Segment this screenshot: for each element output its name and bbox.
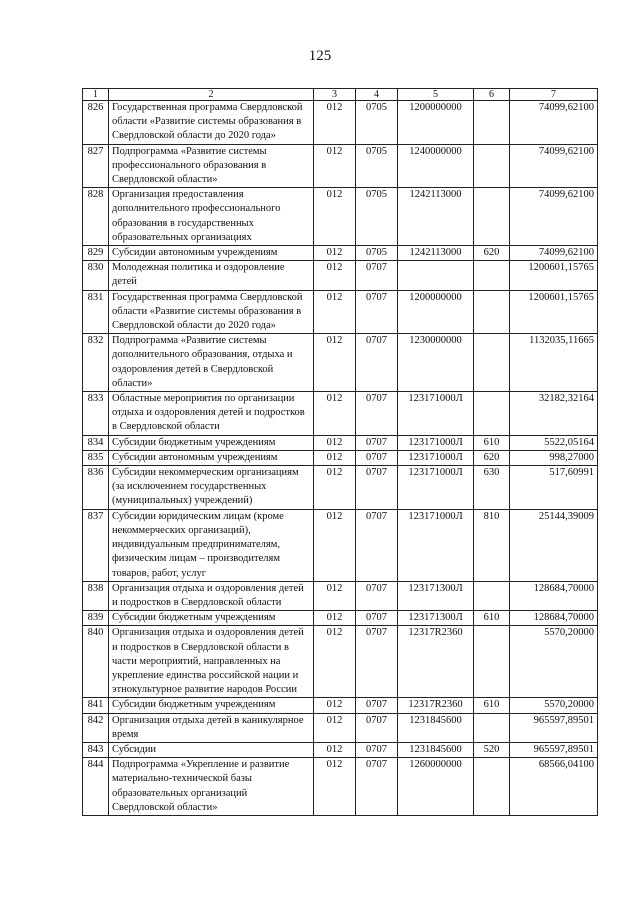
row-name: Организация отдыха и оздоровления детей и подростков в Свердловской области: [109, 581, 314, 610]
row-target-code: 1231845600: [398, 713, 474, 742]
table-row: [83, 758, 598, 816]
row-name: Организация отдыха и оздоровления детей и подростков в Свердловской области в части мероприятий, направленных на укрепление единства российской нации и этнокультурное развитие народов России: [109, 626, 314, 698]
row-grbs-code: 012: [314, 742, 356, 757]
row-target-code: 1200000000: [398, 101, 474, 145]
row-name: Субсидии бюджетным учреждениям: [109, 611, 314, 626]
row-section-code: 0705: [356, 188, 398, 246]
row-number: 836: [83, 466, 109, 510]
row-grbs-code: 012: [314, 611, 356, 626]
table-row: [83, 290, 598, 334]
row-sum: 1132035,11665: [510, 334, 598, 392]
row-expense-type: 610: [474, 435, 510, 450]
row-target-code: 12317R2360: [398, 626, 474, 698]
row-name: Субсидии автономным учреждениям: [109, 246, 314, 261]
row-target-code: 123171000Л: [398, 435, 474, 450]
row-section-code: 0707: [356, 466, 398, 510]
row-name: Подпрограмма «Укрепление и развитие материально-технической базы образовательных организаций Свердловской области»: [109, 758, 314, 816]
row-section-code: 0707: [356, 742, 398, 757]
table-row: [83, 713, 598, 742]
row-sum: 517,60991: [510, 466, 598, 510]
row-name: Областные мероприятия по организации отдыха и оздоровления детей и подростков в Свердловской области: [109, 392, 314, 436]
row-sum: 5570,20000: [510, 626, 598, 698]
row-expense-type: 630: [474, 466, 510, 510]
table-row: [83, 626, 598, 698]
row-expense-type: [474, 261, 510, 290]
row-name: Молодежная политика и оздоровление детей: [109, 261, 314, 290]
row-section-code: 0707: [356, 392, 398, 436]
col-header-grbs: 3: [314, 89, 356, 101]
row-number: 838: [83, 581, 109, 610]
table-row: [83, 509, 598, 581]
row-sum: 965597,89501: [510, 713, 598, 742]
row-target-code: 1242113000: [398, 246, 474, 261]
table-row: [83, 392, 598, 436]
row-grbs-code: 012: [314, 261, 356, 290]
row-number: 837: [83, 509, 109, 581]
row-section-code: 0707: [356, 435, 398, 450]
row-expense-type: [474, 581, 510, 610]
row-number: 840: [83, 626, 109, 698]
page-number: 125: [308, 48, 332, 64]
row-target-code: 1200000000: [398, 290, 474, 334]
table-row: [83, 466, 598, 510]
table-row: [83, 581, 598, 610]
row-number: 831: [83, 290, 109, 334]
row-target-code: 123171000Л: [398, 466, 474, 510]
row-sum: 128684,70000: [510, 611, 598, 626]
row-grbs-code: 012: [314, 290, 356, 334]
row-grbs-code: 012: [314, 334, 356, 392]
row-expense-type: [474, 144, 510, 188]
row-number: 832: [83, 334, 109, 392]
row-number: 835: [83, 450, 109, 465]
col-header-number: 1: [83, 89, 109, 101]
row-section-code: 0707: [356, 509, 398, 581]
table-row: [83, 261, 598, 290]
row-section-code: 0707: [356, 581, 398, 610]
row-name: Субсидии бюджетным учреждениям: [109, 698, 314, 713]
row-grbs-code: 012: [314, 450, 356, 465]
row-target-code: 123171300Л: [398, 581, 474, 610]
row-sum: 74099,62100: [510, 246, 598, 261]
row-sum: 128684,70000: [510, 581, 598, 610]
table-row: [83, 246, 598, 261]
row-grbs-code: 012: [314, 392, 356, 436]
row-sum: 998,27000: [510, 450, 598, 465]
row-expense-type: 610: [474, 698, 510, 713]
row-expense-type: 810: [474, 509, 510, 581]
row-sum: 68566,04100: [510, 758, 598, 816]
row-target-code: 1260000000: [398, 758, 474, 816]
row-expense-type: [474, 101, 510, 145]
budget-table: [82, 88, 598, 816]
row-grbs-code: 012: [314, 698, 356, 713]
row-target-code: 123171000Л: [398, 509, 474, 581]
row-number: 827: [83, 144, 109, 188]
row-sum: 5570,20000: [510, 698, 598, 713]
row-expense-type: [474, 334, 510, 392]
row-section-code: 0705: [356, 246, 398, 261]
table-header: [83, 89, 598, 101]
row-section-code: 0705: [356, 101, 398, 145]
row-expense-type: 610: [474, 611, 510, 626]
table-row: [83, 450, 598, 465]
table-row: [83, 144, 598, 188]
table-row: [83, 101, 598, 145]
row-grbs-code: 012: [314, 435, 356, 450]
row-sum: 74099,62100: [510, 188, 598, 246]
table-row: [83, 435, 598, 450]
row-number: 833: [83, 392, 109, 436]
table-row: [83, 188, 598, 246]
row-number: 842: [83, 713, 109, 742]
row-target-code: 123171000Л: [398, 450, 474, 465]
row-section-code: 0707: [356, 450, 398, 465]
row-grbs-code: 012: [314, 144, 356, 188]
row-grbs-code: 012: [314, 581, 356, 610]
row-number: 828: [83, 188, 109, 246]
row-section-code: 0707: [356, 698, 398, 713]
row-number: 843: [83, 742, 109, 757]
row-target-code: 123171300Л: [398, 611, 474, 626]
row-name: Субсидии автономным учреждениям: [109, 450, 314, 465]
table-row: [83, 611, 598, 626]
table-row: [83, 742, 598, 757]
row-section-code: 0707: [356, 290, 398, 334]
header-row: [83, 89, 598, 101]
row-target-code: 1230000000: [398, 334, 474, 392]
row-section-code: 0707: [356, 713, 398, 742]
table-row: [83, 334, 598, 392]
row-grbs-code: 012: [314, 246, 356, 261]
row-section-code: 0705: [356, 144, 398, 188]
row-name: Организация отдыха детей в каникулярное время: [109, 713, 314, 742]
row-expense-type: [474, 713, 510, 742]
row-grbs-code: 012: [314, 101, 356, 145]
row-section-code: 0707: [356, 611, 398, 626]
row-expense-type: [474, 392, 510, 436]
row-name: Субсидии юридическим лицам (кроме некоммерческих организаций), индивидуальным предпринимателям, физическим лицам – производителям товаров, работ, услуг: [109, 509, 314, 581]
row-name: Подпрограмма «Развитие системы профессионального образования в Свердловской области»: [109, 144, 314, 188]
col-header-expense-type: 6: [474, 89, 510, 101]
col-header-section: 4: [356, 89, 398, 101]
row-sum: 1200601,15765: [510, 261, 598, 290]
row-name: Субсидии: [109, 742, 314, 757]
row-name: Организация предоставления дополнительного профессионального образования в государственных образовательных организациях: [109, 188, 314, 246]
row-grbs-code: 012: [314, 758, 356, 816]
row-number: 829: [83, 246, 109, 261]
row-grbs-code: 012: [314, 713, 356, 742]
row-target-code: 12317R2360: [398, 698, 474, 713]
row-expense-type: [474, 290, 510, 334]
row-sum: 32182,32164: [510, 392, 598, 436]
row-expense-type: 620: [474, 246, 510, 261]
row-sum: 25144,39009: [510, 509, 598, 581]
row-target-code: 123171000Л: [398, 392, 474, 436]
table-body: [83, 101, 598, 816]
row-sum: 5522,05164: [510, 435, 598, 450]
row-name: Государственная программа Свердловской области «Развитие системы образования в Свердловской области до 2020 года»: [109, 101, 314, 145]
row-grbs-code: 012: [314, 188, 356, 246]
row-number: 839: [83, 611, 109, 626]
row-grbs-code: 012: [314, 466, 356, 510]
row-section-code: 0707: [356, 626, 398, 698]
row-name: Субсидии бюджетным учреждениям: [109, 435, 314, 450]
col-header-sum: 7: [510, 89, 598, 101]
row-sum: 1200601,15765: [510, 290, 598, 334]
row-target-code: 1231845600: [398, 742, 474, 757]
row-sum: 74099,62100: [510, 101, 598, 145]
row-sum: 74099,62100: [510, 144, 598, 188]
row-section-code: 0707: [356, 758, 398, 816]
row-target-code: [398, 261, 474, 290]
row-name: Подпрограмма «Развитие системы дополнительного образования, отдыха и оздоровления детей в Свердловской области»: [109, 334, 314, 392]
row-sum: 965597,89501: [510, 742, 598, 757]
row-number: 826: [83, 101, 109, 145]
row-grbs-code: 012: [314, 509, 356, 581]
row-expense-type: [474, 626, 510, 698]
row-expense-type: 520: [474, 742, 510, 757]
row-number: 834: [83, 435, 109, 450]
row-target-code: 1242113000: [398, 188, 474, 246]
row-number: 844: [83, 758, 109, 816]
row-target-code: 1240000000: [398, 144, 474, 188]
row-number: 841: [83, 698, 109, 713]
col-header-name: 2: [109, 89, 314, 101]
row-name: Субсидии некоммерческим организациям (за исключением государственных (муниципальных) учреждений): [109, 466, 314, 510]
row-name: Государственная программа Свердловской области «Развитие системы образования в Свердловской области до 2020 года»: [109, 290, 314, 334]
row-section-code: 0707: [356, 334, 398, 392]
table-row: [83, 698, 598, 713]
row-expense-type: 620: [474, 450, 510, 465]
row-grbs-code: 012: [314, 626, 356, 698]
row-section-code: 0707: [356, 261, 398, 290]
col-header-target: 5: [398, 89, 474, 101]
row-number: 830: [83, 261, 109, 290]
row-expense-type: [474, 758, 510, 816]
row-expense-type: [474, 188, 510, 246]
